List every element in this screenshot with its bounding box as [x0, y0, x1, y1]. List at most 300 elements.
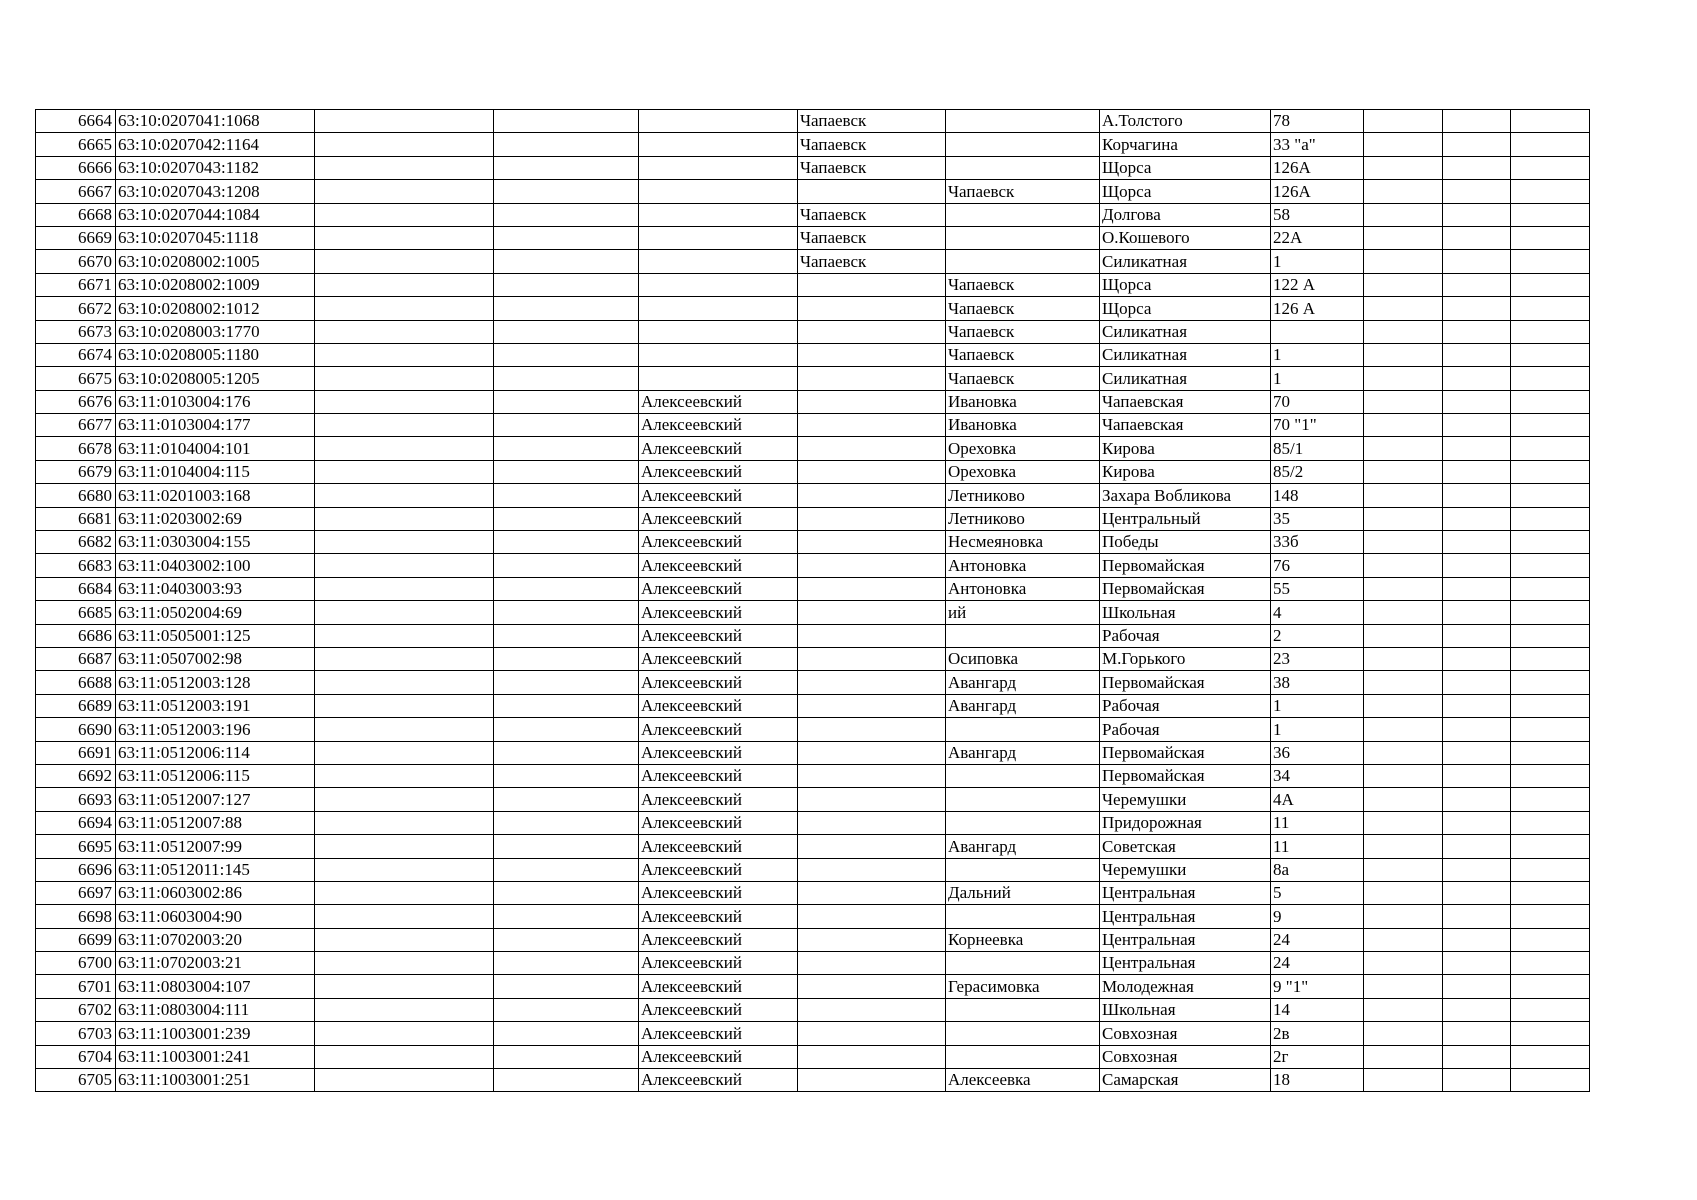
table-cell-col-3 [315, 835, 494, 858]
table-cell-col-5: Алексеевский [639, 998, 798, 1021]
row-number-cell: 6667 [36, 180, 116, 203]
table-cell-col-11 [1443, 390, 1511, 413]
table-cell-col-8: Молодежная [1100, 975, 1271, 998]
table-cell-col-11 [1443, 484, 1511, 507]
table-cell-col-6 [798, 952, 946, 975]
table-cell-col-3 [315, 647, 494, 670]
table-cell-col-3 [315, 320, 494, 343]
table-cell-col-11 [1443, 250, 1511, 273]
table-cell-col-11 [1443, 203, 1511, 226]
table-cell-col-10 [1364, 414, 1443, 437]
table-cell-col-10 [1364, 437, 1443, 460]
table-cell-col-6 [798, 835, 946, 858]
row-number-cell: 6686 [36, 624, 116, 647]
table-row [36, 507, 1590, 530]
table-cell-col-6 [798, 507, 946, 530]
table-cell-col-2: 63:10:0208002:1005 [116, 250, 315, 273]
table-cell-col-5 [639, 297, 798, 320]
table-cell-col-11 [1443, 297, 1511, 320]
table-cell-col-5: Алексеевский [639, 671, 798, 694]
table-cell-col-6 [798, 647, 946, 670]
table-cell-col-7: Летниково [946, 507, 1100, 530]
table-cell-col-3 [315, 133, 494, 156]
table-cell-col-10 [1364, 1022, 1443, 1045]
table-cell-col-9: 9 "1" [1271, 975, 1364, 998]
table-cell-col-2: 63:11:0505001:125 [116, 624, 315, 647]
table-cell-col-10 [1364, 507, 1443, 530]
table-cell-col-8: Силикатная [1100, 320, 1271, 343]
table-cell-col-10 [1364, 531, 1443, 554]
table-cell-col-2: 63:11:0803004:111 [116, 998, 315, 1021]
table-cell-col-6 [798, 320, 946, 343]
row-number-cell: 6696 [36, 858, 116, 881]
table-row [36, 905, 1590, 928]
table-row [36, 414, 1590, 437]
table-cell-col-12 [1511, 297, 1590, 320]
table-cell-col-10 [1364, 694, 1443, 717]
table-cell-col-7 [946, 718, 1100, 741]
table-cell-col-7 [946, 1022, 1100, 1045]
table-cell-col-3 [315, 507, 494, 530]
table-cell-col-12 [1511, 437, 1590, 460]
table-cell-col-12 [1511, 554, 1590, 577]
table-cell-col-8: Силикатная [1100, 250, 1271, 273]
table-cell-col-3 [315, 531, 494, 554]
row-number-cell: 6685 [36, 601, 116, 624]
table-cell-col-5: Алексеевский [639, 601, 798, 624]
table-cell-col-5: Алексеевский [639, 741, 798, 764]
table-cell-col-6 [798, 601, 946, 624]
table-cell-col-12 [1511, 905, 1590, 928]
table-cell-col-12 [1511, 811, 1590, 834]
row-number-cell: 6695 [36, 835, 116, 858]
table-cell-col-7: Корнеевка [946, 928, 1100, 951]
table-cell-col-10 [1364, 788, 1443, 811]
table-cell-col-4 [494, 156, 639, 179]
table-cell-col-9: 38 [1271, 671, 1364, 694]
table-cell-col-11 [1443, 858, 1511, 881]
table-cell-col-10 [1364, 905, 1443, 928]
table-cell-col-3 [315, 226, 494, 249]
table-cell-col-3 [315, 788, 494, 811]
row-number-cell: 6671 [36, 273, 116, 296]
row-number-cell: 6698 [36, 905, 116, 928]
table-cell-col-4 [494, 647, 639, 670]
table-cell-col-4 [494, 203, 639, 226]
table-cell-col-5: Алексеевский [639, 437, 798, 460]
table-cell-col-4 [494, 601, 639, 624]
row-number-cell: 6670 [36, 250, 116, 273]
table-cell-col-3 [315, 297, 494, 320]
table-cell-col-11 [1443, 788, 1511, 811]
row-number-cell: 6692 [36, 764, 116, 787]
table-cell-col-4 [494, 905, 639, 928]
table-cell-col-10 [1364, 741, 1443, 764]
row-number-cell: 6666 [36, 156, 116, 179]
table-cell-col-9: 4 [1271, 601, 1364, 624]
table-cell-col-3 [315, 1069, 494, 1092]
table-cell-col-11 [1443, 507, 1511, 530]
table-cell-col-5: Алексеевский [639, 1045, 798, 1068]
table-cell-col-7: Авангард [946, 741, 1100, 764]
table-cell-col-12 [1511, 1069, 1590, 1092]
table-cell-col-11 [1443, 952, 1511, 975]
table-cell-col-11 [1443, 577, 1511, 600]
table-cell-col-3 [315, 180, 494, 203]
table-cell-col-12 [1511, 320, 1590, 343]
table-cell-col-12 [1511, 1045, 1590, 1068]
table-cell-col-6 [798, 367, 946, 390]
table-cell-col-8: Захара Вобликова [1100, 484, 1271, 507]
row-number-cell: 6668 [36, 203, 116, 226]
table-cell-col-2: 63:10:0208003:1770 [116, 320, 315, 343]
table-cell-col-3 [315, 952, 494, 975]
table-row [36, 811, 1590, 834]
table-cell-col-7: Несмеяновка [946, 531, 1100, 554]
table-cell-col-8: Центральная [1100, 905, 1271, 928]
table-cell-col-12 [1511, 788, 1590, 811]
table-cell-col-12 [1511, 180, 1590, 203]
table-row [36, 788, 1590, 811]
table-cell-col-3 [315, 460, 494, 483]
table-cell-col-8: Самарская [1100, 1069, 1271, 1092]
table-cell-col-11 [1443, 367, 1511, 390]
table-row [36, 297, 1590, 320]
row-number-cell: 6664 [36, 110, 116, 133]
table-row [36, 1022, 1590, 1045]
table-cell-col-10 [1364, 601, 1443, 624]
table-cell-col-12 [1511, 1022, 1590, 1045]
row-number-cell: 6699 [36, 928, 116, 951]
table-cell-col-5 [639, 226, 798, 249]
table-cell-col-10 [1364, 952, 1443, 975]
table-cell-col-7 [946, 998, 1100, 1021]
table-cell-col-4 [494, 928, 639, 951]
table-cell-col-5 [639, 320, 798, 343]
table-cell-col-3 [315, 694, 494, 717]
row-number-cell: 6665 [36, 133, 116, 156]
table-cell-col-6 [798, 764, 946, 787]
table-row [36, 460, 1590, 483]
table-cell-col-10 [1364, 320, 1443, 343]
table-cell-col-8: Первомайская [1100, 554, 1271, 577]
table-cell-col-9: 78 [1271, 110, 1364, 133]
table-cell-col-9: 33б [1271, 531, 1364, 554]
table-cell-col-11 [1443, 811, 1511, 834]
table-cell-col-6 [798, 343, 946, 366]
table-row [36, 741, 1590, 764]
table-cell-col-5: Алексеевский [639, 507, 798, 530]
table-cell-col-5: Алексеевский [639, 835, 798, 858]
table-cell-col-2: 63:11:1003001:251 [116, 1069, 315, 1092]
table-cell-col-12 [1511, 881, 1590, 904]
table-row [36, 273, 1590, 296]
table-cell-col-2: 63:11:0103004:176 [116, 390, 315, 413]
table-cell-col-9: 24 [1271, 952, 1364, 975]
table-cell-col-4 [494, 297, 639, 320]
table-cell-col-3 [315, 273, 494, 296]
table-row [36, 554, 1590, 577]
table-cell-col-4 [494, 507, 639, 530]
table-cell-col-3 [315, 998, 494, 1021]
table-cell-col-8: Центральная [1100, 881, 1271, 904]
table-cell-col-6: Чапаевск [798, 156, 946, 179]
table-cell-col-8: Рабочая [1100, 694, 1271, 717]
table-cell-col-5: Алексеевский [639, 764, 798, 787]
table-cell-col-2: 63:10:0207044:1084 [116, 203, 315, 226]
table-cell-col-4 [494, 975, 639, 998]
table-cell-col-9: 14 [1271, 998, 1364, 1021]
table-cell-col-10 [1364, 554, 1443, 577]
table-cell-col-8: Первомайская [1100, 741, 1271, 764]
table-cell-col-10 [1364, 577, 1443, 600]
table-cell-col-10 [1364, 624, 1443, 647]
table-cell-col-7: Чапаевск [946, 320, 1100, 343]
table-cell-col-2: 63:11:0103004:177 [116, 414, 315, 437]
table-cell-col-2: 63:10:0208002:1009 [116, 273, 315, 296]
table-cell-col-2: 63:11:0702003:20 [116, 928, 315, 951]
table-cell-col-6 [798, 718, 946, 741]
table-cell-col-7: Герасимовка [946, 975, 1100, 998]
row-number-cell: 6688 [36, 671, 116, 694]
table-cell-col-4 [494, 484, 639, 507]
table-cell-col-10 [1364, 1069, 1443, 1092]
table-cell-col-5: Алексеевский [639, 484, 798, 507]
table-cell-col-12 [1511, 694, 1590, 717]
table-row [36, 647, 1590, 670]
table-cell-col-4 [494, 460, 639, 483]
table-cell-col-7 [946, 905, 1100, 928]
table-row [36, 858, 1590, 881]
table-cell-col-2: 63:11:0512007:127 [116, 788, 315, 811]
table-cell-col-11 [1443, 133, 1511, 156]
table-row [36, 367, 1590, 390]
table-cell-col-11 [1443, 320, 1511, 343]
table-cell-col-7: Чапаевск [946, 367, 1100, 390]
table-cell-col-5: Алексеевский [639, 554, 798, 577]
table-cell-col-5: Алексеевский [639, 858, 798, 881]
table-cell-col-3 [315, 437, 494, 460]
table-cell-col-11 [1443, 671, 1511, 694]
table-cell-col-6 [798, 180, 946, 203]
table-cell-col-8: Совхозная [1100, 1022, 1271, 1045]
table-cell-col-2: 63:10:0207043:1208 [116, 180, 315, 203]
table-cell-col-2: 63:10:0207045:1118 [116, 226, 315, 249]
table-row [36, 180, 1590, 203]
table-cell-col-5 [639, 133, 798, 156]
row-number-cell: 6684 [36, 577, 116, 600]
table-cell-col-7: Чапаевск [946, 343, 1100, 366]
table-cell-col-8: А.Толстого [1100, 110, 1271, 133]
table-cell-col-4 [494, 694, 639, 717]
table-row [36, 1045, 1590, 1068]
table-cell-col-8: Школьная [1100, 601, 1271, 624]
table-cell-col-3 [315, 671, 494, 694]
table-cell-col-12 [1511, 250, 1590, 273]
table-cell-col-7 [946, 811, 1100, 834]
table-cell-col-6 [798, 671, 946, 694]
table-cell-col-12 [1511, 156, 1590, 179]
row-number-cell: 6675 [36, 367, 116, 390]
table-cell-col-6 [798, 1069, 946, 1092]
table-cell-col-10 [1364, 975, 1443, 998]
table-cell-col-4 [494, 133, 639, 156]
table-cell-col-3 [315, 156, 494, 179]
row-number-cell: 6703 [36, 1022, 116, 1045]
table-cell-col-6 [798, 484, 946, 507]
table-cell-col-8: Совхозная [1100, 1045, 1271, 1068]
table-row [36, 390, 1590, 413]
table-cell-col-11 [1443, 1069, 1511, 1092]
table-cell-col-9: 1 [1271, 250, 1364, 273]
table-cell-col-3 [315, 741, 494, 764]
table-cell-col-3 [315, 343, 494, 366]
table-cell-col-8: Школьная [1100, 998, 1271, 1021]
table-cell-col-9: 35 [1271, 507, 1364, 530]
row-number-cell: 6682 [36, 531, 116, 554]
table-cell-col-12 [1511, 577, 1590, 600]
table-cell-col-7 [946, 858, 1100, 881]
table-cell-col-3 [315, 203, 494, 226]
table-cell-col-11 [1443, 694, 1511, 717]
table-cell-col-9: 11 [1271, 811, 1364, 834]
table-cell-col-12 [1511, 928, 1590, 951]
table-cell-col-6 [798, 881, 946, 904]
table-cell-col-11 [1443, 554, 1511, 577]
row-number-cell: 6694 [36, 811, 116, 834]
table-cell-col-9: 148 [1271, 484, 1364, 507]
table-cell-col-8: О.Кошевого [1100, 226, 1271, 249]
table-cell-col-6 [798, 531, 946, 554]
table-cell-col-4 [494, 624, 639, 647]
table-cell-col-7: Антоновка [946, 577, 1100, 600]
table-cell-col-9: 126 А [1271, 297, 1364, 320]
table-cell-col-4 [494, 226, 639, 249]
table-row [36, 835, 1590, 858]
table-row [36, 226, 1590, 249]
table-cell-col-10 [1364, 998, 1443, 1021]
table-cell-col-12 [1511, 858, 1590, 881]
table-cell-col-10 [1364, 1045, 1443, 1068]
table-cell-col-12 [1511, 998, 1590, 1021]
row-number-cell: 6680 [36, 484, 116, 507]
table-cell-col-5: Алексеевский [639, 414, 798, 437]
table-cell-col-8: Чапаевская [1100, 390, 1271, 413]
row-number-cell: 6676 [36, 390, 116, 413]
table-cell-col-12 [1511, 835, 1590, 858]
table-cell-col-10 [1364, 273, 1443, 296]
table-cell-col-9: 8а [1271, 858, 1364, 881]
table-cell-col-8: Кирова [1100, 437, 1271, 460]
table-row [36, 531, 1590, 554]
table-cell-col-7 [946, 110, 1100, 133]
table-cell-col-8: Рабочая [1100, 718, 1271, 741]
table-cell-col-4 [494, 554, 639, 577]
table-cell-col-10 [1364, 647, 1443, 670]
table-cell-col-12 [1511, 414, 1590, 437]
table-cell-col-9: 36 [1271, 741, 1364, 764]
table-cell-col-11 [1443, 414, 1511, 437]
table-cell-col-2: 63:11:0512011:145 [116, 858, 315, 881]
table-cell-col-10 [1364, 297, 1443, 320]
table-cell-col-4 [494, 320, 639, 343]
table-cell-col-8: Силикатная [1100, 367, 1271, 390]
table-cell-col-4 [494, 180, 639, 203]
table-row [36, 320, 1590, 343]
table-cell-col-9: 1 [1271, 343, 1364, 366]
table-cell-col-2: 63:10:0208005:1180 [116, 343, 315, 366]
table-cell-col-11 [1443, 460, 1511, 483]
table-cell-col-2: 63:11:0502004:69 [116, 601, 315, 624]
table-cell-col-3 [315, 110, 494, 133]
table-cell-col-11 [1443, 156, 1511, 179]
table-cell-col-8: Победы [1100, 531, 1271, 554]
table-cell-col-5: Алексеевский [639, 952, 798, 975]
table-cell-col-3 [315, 414, 494, 437]
table-cell-col-3 [315, 484, 494, 507]
table-cell-col-7: Ивановка [946, 390, 1100, 413]
table-cell-col-2: 63:10:0208002:1012 [116, 297, 315, 320]
table-cell-col-4 [494, 741, 639, 764]
table-cell-col-6 [798, 741, 946, 764]
table-row [36, 133, 1590, 156]
table-cell-col-3 [315, 905, 494, 928]
table-cell-col-8: Силикатная [1100, 343, 1271, 366]
table-cell-col-7: Авангард [946, 671, 1100, 694]
table-cell-col-9: 2в [1271, 1022, 1364, 1045]
table-cell-col-7 [946, 203, 1100, 226]
table-cell-col-10 [1364, 133, 1443, 156]
table-cell-col-12 [1511, 203, 1590, 226]
table-cell-col-8: М.Горького [1100, 647, 1271, 670]
table-cell-col-4 [494, 367, 639, 390]
table-cell-col-9: 126А [1271, 180, 1364, 203]
row-number-cell: 6672 [36, 297, 116, 320]
table-cell-col-9: 126А [1271, 156, 1364, 179]
table-cell-col-6 [798, 811, 946, 834]
table-cell-col-3 [315, 764, 494, 787]
table-cell-col-4 [494, 718, 639, 741]
table-cell-col-12 [1511, 273, 1590, 296]
table-cell-col-11 [1443, 273, 1511, 296]
table-row [36, 437, 1590, 460]
table-cell-col-11 [1443, 718, 1511, 741]
table-cell-col-6 [798, 1022, 946, 1045]
table-cell-col-4 [494, 811, 639, 834]
table-cell-col-7: Осиповка [946, 647, 1100, 670]
table-cell-col-2: 63:11:0201003:168 [116, 484, 315, 507]
table-cell-col-9: 55 [1271, 577, 1364, 600]
table-cell-col-9: 5 [1271, 881, 1364, 904]
row-number-cell: 6674 [36, 343, 116, 366]
table-cell-col-5 [639, 343, 798, 366]
table-row [36, 156, 1590, 179]
table-cell-col-3 [315, 718, 494, 741]
table-cell-col-5: Алексеевский [639, 531, 798, 554]
table-cell-col-8: Центральная [1100, 952, 1271, 975]
table-cell-col-9: 18 [1271, 1069, 1364, 1092]
table-cell-col-5 [639, 367, 798, 390]
table-cell-col-10 [1364, 110, 1443, 133]
table-cell-col-4 [494, 577, 639, 600]
table-cell-col-7: Ореховка [946, 460, 1100, 483]
table-cell-col-5: Алексеевский [639, 624, 798, 647]
table-cell-col-8: Центральный [1100, 507, 1271, 530]
table-row [36, 671, 1590, 694]
table-cell-col-8: Щорса [1100, 273, 1271, 296]
table-cell-col-9: 22А [1271, 226, 1364, 249]
table-cell-col-12 [1511, 975, 1590, 998]
